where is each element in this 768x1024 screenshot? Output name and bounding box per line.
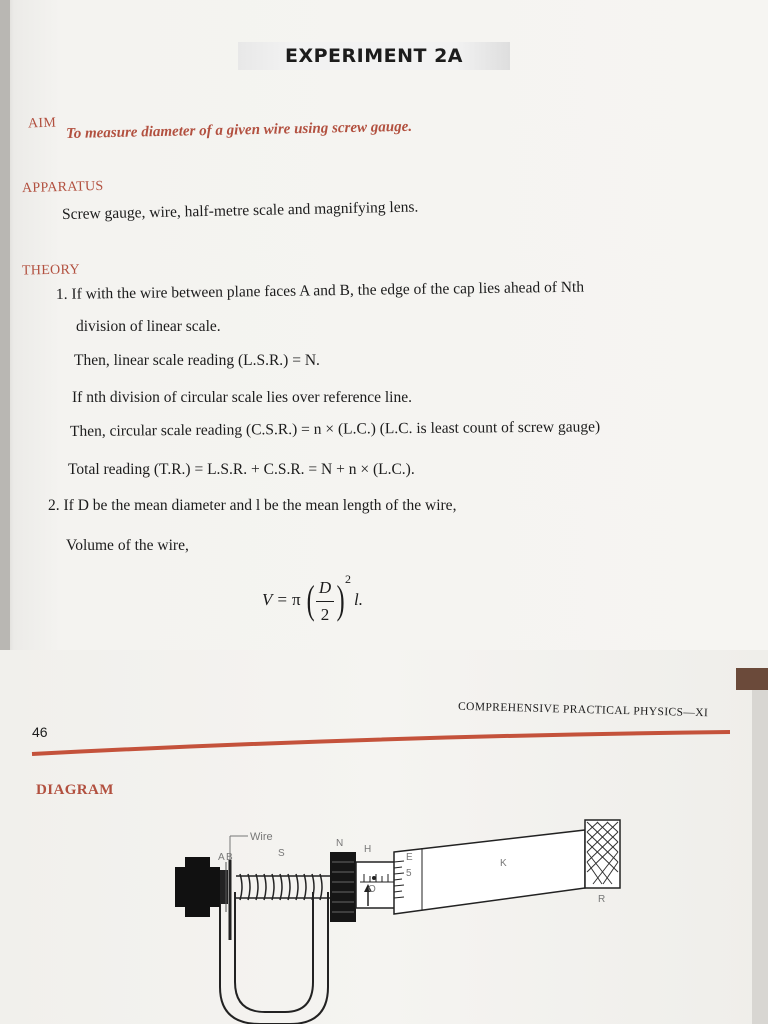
label-S: S (278, 848, 285, 859)
page-number: 46 (32, 724, 48, 740)
formula-fraction-bar (316, 601, 334, 602)
anvil-face (220, 870, 228, 904)
frame-inner (235, 892, 313, 1012)
formula-power: 2 (345, 572, 351, 586)
label-R: R (598, 894, 606, 905)
label-H: H (364, 844, 372, 855)
formula-numerator: D (318, 578, 332, 597)
formula-lhs: V = (262, 590, 288, 609)
theory-p2-line2: Volume of the wire, (66, 537, 189, 554)
anvil-stud (185, 857, 210, 917)
header-rule-line (32, 732, 730, 754)
formula-tail: l. (354, 590, 363, 609)
theory-p2-line1: 2. If D be the mean diameter and l be the mean length of the wire, (48, 497, 457, 514)
theory-p1-line2: division of linear scale. (76, 318, 221, 335)
theory-p1-line3: Then, linear scale reading (L.S.R.) = N. (74, 352, 320, 369)
scale-zero-dot (372, 876, 376, 880)
label-B: B (226, 852, 233, 863)
label-A: A (218, 852, 225, 863)
screw-gauge-diagram (160, 812, 640, 1024)
frame-outer (220, 892, 328, 1024)
label-5: 5 (406, 868, 412, 879)
apparatus-heading: APPARATUS (21, 178, 104, 197)
spindle-thread (236, 874, 330, 900)
diagram-heading: DIAGRAM (36, 782, 114, 798)
label-N: N (336, 838, 344, 849)
label-wire: Wire (250, 831, 273, 843)
theory-p1-line1: 1. If with the wire between plane faces A and B, the edge of the cap lies ahead of Nth (55, 278, 585, 303)
formula-denominator: 2 (320, 605, 330, 624)
theory-p1-line4: If nth division of circular scale lies over reference line. (72, 389, 412, 406)
page-binding-edge (0, 0, 10, 650)
thimble (394, 830, 585, 914)
running-head: COMPREHENSIVE PRACTICAL PHYSICS—XI (457, 700, 709, 720)
header-rule (0, 720, 768, 760)
volume-formula (262, 574, 392, 634)
book-corner (736, 668, 768, 690)
aim-text: To measure diameter of a given wire using screw gauge. (65, 118, 413, 142)
label-E: E (406, 852, 413, 863)
ratchet (585, 820, 620, 888)
experiment-title: EXPERIMENT 2A (238, 42, 510, 70)
formula-pi: π (292, 590, 301, 609)
theory-p1-line5: Then, circular scale reading (C.S.R.) = n × (L.C.) (L.C. is least count of screw gauge) (69, 418, 601, 440)
label-K: K (500, 858, 507, 869)
aim-heading: AIM (27, 115, 57, 132)
theory-p1-line6: Total reading (T.R.) = L.S.R. + C.S.R. = N + n × (L.C.). (68, 461, 415, 478)
label-O: O (368, 884, 376, 895)
formula-right-paren: ) (336, 577, 345, 622)
apparatus-text: Screw gauge, wire, half-metre scale and magnifying lens. (61, 198, 419, 223)
formula-left-paren: ( (306, 577, 315, 622)
theory-heading: THEORY (21, 262, 80, 279)
